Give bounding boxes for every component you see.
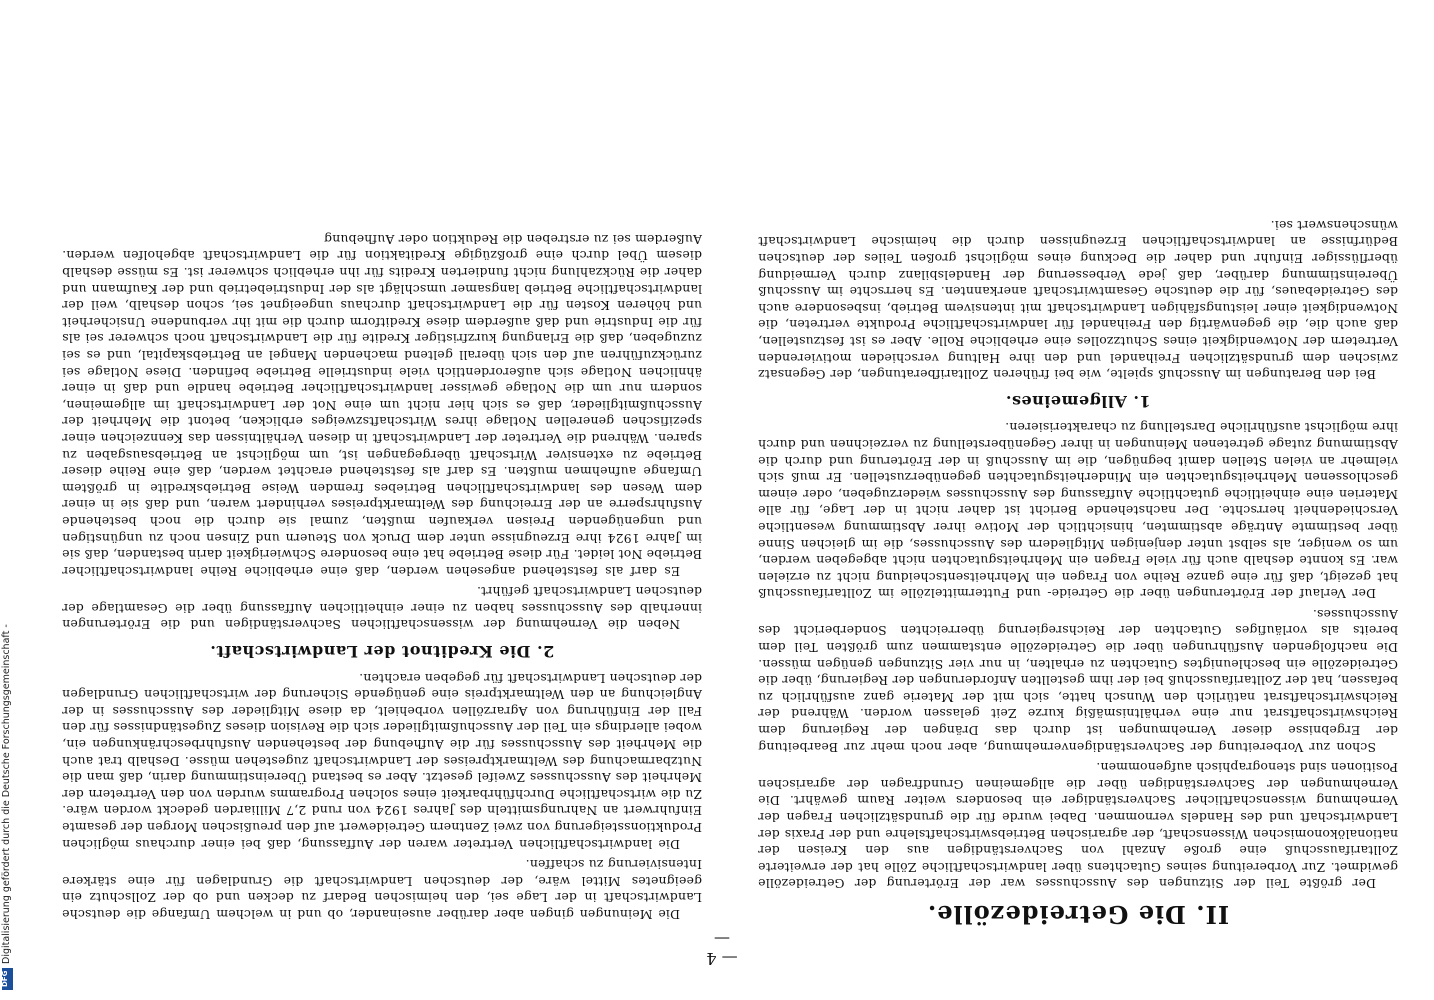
chapter-title: II. Die Getreidezölle. bbox=[926, 900, 1230, 929]
paragraph: Der Verlauf der Erörterungen über die Getreide- und Futtermittelzölle im Zolltarifausschuß hat gezeigt, daß für eine ganze Reihe von Fragen ein Mehrheitsentscheidung nicht zu erzielen war. Es konnte deshalb auch für viele Fragen ein Mehrheitsgutachten nicht abgegeben werden, um so weniger, als selbst unter denjenigen Mitgliedern des Ausschusses, die im gleichen Sinne über bestimmte Anträge abstimmten, hinsichtlich der Motive ihrer Abstimmung wesentliche Verschiedenheit herrschte. Der nachstehende Bericht ist daher nicht in der Lage, für alle Materien eine einheitliche gutachtliche Auffassung des Ausschusses wiederzugeben, oder einem geschlossenen Mehrheitsgutachten ein Minderheitsgutachten gegenüberzustellen. Er muß sich vielmehr an vielen Stellen damit begnügen, die im Ausschuß in der Erörterung und durch die Abstimmung zutage getretenen Meinungen in ihrer Gegenüberstellung zu verzeichnen und durch ihre möglichst ausführliche Darstellung zu charakterisieren. bbox=[758, 420, 1398, 602]
paragraph: Schon zur Vorbereitung der Sachverständigenvernehmung, aber noch mehr zur Bearbeitung der Ergebnisse dieser Vernehmungen ist durch das Drängen der Regierung dem Reichswirtschaftsrat nur eine verhältnismäßig kurze Zeit gelassen worden. Während der Reichswirtschaftsrat natürlich den Wunsch hatte, sich mit der Materie ganz ausführlich zu befassen, hat der Zolltarifausschuß bei der ihm gestellten Anforderungen der Regierung, über die Getreidezölle ein beschleunigtes Gutachten zu erhalten, in nur vier Sitzungen genügen müssen. Die nachfolgenden Ausführungen über die Getreidezölle entstammen zum größten Teil dem bereits als vorläufiges Gutachten der Reichsregierung überreichten Sonderbericht des Ausschusses. bbox=[758, 606, 1398, 755]
paragraph: Der größte Teil der Sitzungen des Ausschusses war der Erörterung der Getreidezölle gewidmet. Zur Vorbereitung seines Gutachtens über landwirtschaftliche Zölle hat der erweiterte Zolltarifausschuß eine große Anzahl von Sachverständigen aus den Kreisen der nationalökonomischen Wissenschaft, der agrarischen Betriebswirtschaftslehre und der Praxis der Landwirtschaft und des Handels vernommen. Dabei wurde für die grundsätzlichen Fragen der Vernehmung wissenschaftlicher Sachverständiger ein besonders weiter Raum gewährt. Die Vernehmungen der Sachverständigen über die allgemeinen Grundfragen der agrarischen Positionen sind stenographisch aufgenommen. bbox=[758, 760, 1398, 892]
page-number: — 4 — bbox=[706, 930, 738, 968]
section-title: 2. Die Kreditnot der Landwirtschaft. bbox=[209, 642, 555, 662]
digitization-credit: Digitalisierung gefördert durch die Deutsche Forschungsgemeinschaft - bbox=[1, 624, 12, 964]
right-column bbox=[62, 226, 702, 922]
dfg-logo-icon: DFG bbox=[2, 968, 13, 990]
paragraph: Neben die Vernehmung der wissenschaftlichen Sachverständigen und die Erörterungen innerhalb des Ausschusses haben zu einer einheitlichen Auffassung über die Gesamtlage der deutschen Landwirtschaft geführt. bbox=[62, 584, 702, 633]
left-column bbox=[758, 212, 1398, 929]
paragraph: Es darf als feststehend angesehen werden, daß eine erhebliche Reihe landwirtschaftlicher Betriebe Not leidet. Für diese Betriebe hat eine besondere Schwierigkeit darin bestanden, daß sie im Jahre 1924 ihre Erzeugnisse unter dem Druck von Steuern und Zinsen noch zu ungünstigen und ungenügenden Preisen verkaufen mußten, zumal sie durch die noch bestehende Ausfuhrsperre an der Erreichung des Weltmarktpreises verhindert waren, und daß sie in einer dem Wesen des landwirtschaftlichen Betriebes fremden Weise Betriebskredite in größtem Umfange aufnehmen mußten. Es darf als feststehend erachtet werden, daß eine Reihe dieser Betriebe zu extensiver Wirtschaft übergegangen ist, um möglichst an Betriebsausgaben zu sparen. Während die Vertreter der Landwirtschaft in diesen Verhältnissen das Kennzeichen einer spezifischen generellen Notlage ihres Wirtschaftszweiges erblicken, betont die Mehrheit der Ausschußmitglieder, daß es sich hier nicht um eine Not der Landwirtschaft im allgemeinen, sondern nur um die Notlage gewisser landwirtschaftlicher Betriebe handle und daß in einer ähnlichen Notlage sich außerordentlich viele industrielle Betriebe befinden. Diese Notlage sei zurückzuführen auf den sich überall geltend machenden Mangel an Betriebskapital, und es sei zuzugeben, daß die Erlangung kurzfristiger Kredite für die Landwirtschaft noch schwerer sei als für die Industrie und daß außerdem diese Kreditform durch die mit ihr verbundene Unsicherheit und höheren Kosten für die Landwirtschaft durchaus ungeeignet sei, schon deshalb, weil der landwirtschaftliche Betrieb langsamer umschlägt als der Industriebetrieb und der Kaufmann und daher die Rückzahlung nicht fundierten Kredits für ihn erheblich schwerer ist. Es müsse deshalb diesem Übel durch eine großzügige Kreditaktion für die Landwirtschaft abgeholfen werden. Außerdem sei zu erstreben die Reduktion oder Aufhebung bbox=[62, 231, 702, 579]
document-sheet bbox=[22, 22, 1422, 982]
section-title: 1. Allgemeines. bbox=[1005, 391, 1151, 411]
paragraph: Bei den Beratungen im Ausschuß spielte, wie bei früheren Zolltarifberatungen, der Gegensatz zwischen dem grundsätzlichen Freihandel und den ihre Haltung verschieden motivierenden Vertretern der Notwendigkeit eines Schutzzolles eine erhebliche Rolle. Aber es ist festzustellen, daß auch die, die gegenwärtig den Freihandel für landwirtschaftliche Produkte vertreten, die Notwendigkeit einer leistungsfähigen Landwirtschaft mit intensivem Betrieb, insbesondere auch des Getreidebaues, für die deutsche Gesamtwirtschaft anerkannten. Es herrschte im Ausschuß Übereinstimmung darüber, daß jede Verbesserung der Handelsbilanz durch Vermeidung überflüssiger Einfuhr und daher die Deckung eines möglichst großen Teiles der deutschen Bedürfnisse an landwirtschaftlichen Erzeugnissen durch die heimische Landwirtschaft wünschenswert sei. bbox=[758, 217, 1398, 383]
paragraph: Die landwirtschaftlichen Vertreter waren der Auffassung, daß bei einer durchaus möglichen Produktionssteigerung von zwei Zentnern Getreidewert auf den preußischen Morgen der gesamte Einfuhrwert an Nahrungsmitteln des Jahres 1924 von rund 2,7 Milliarden gedeckt worden wäre. Zu die wirtschaftliche Durchführbarkeit eines solchen Programms wurden von den Vertretern der Mehrheit des Ausschusses Zweifel gesetzt. Aber es bestand Übereinstimmung darin, daß man die Nutzbarmachung des Weltmarktpreises der Landwirtschaft zugestehen müsse. Deshalb trat auch die Mehrheit des Ausschusses für die Aufhebung der bestehenden Ausfuhrbeschränkungen ein, wobei allerdings ein Teil der Ausschußmitglieder sich die Revision dieses Zugeständnisses für den Fall der Einführung von Agrarzöllen vorbehielt, da diese Mitglieder des Ausschusses in der Angleichung an den Weltmarktpreis eine genügende Sicherung der wirtschaftlichen Grundlagen der deutschen Landwirtschaft für gegeben erachten. bbox=[62, 670, 702, 852]
paragraph: Die Meinungen gingen aber darüber auseinander, ob und in welchem Umfange die deutsche Landwirtschaft in der Lage sei, den heimischen Bedarf zu decken und ob der Zollschutz ein geeignetes Mittel wäre, der deutschen Landwirtschaft die Grundlagen für eine stärkere Intensivierung zu schaffen. bbox=[62, 857, 702, 922]
